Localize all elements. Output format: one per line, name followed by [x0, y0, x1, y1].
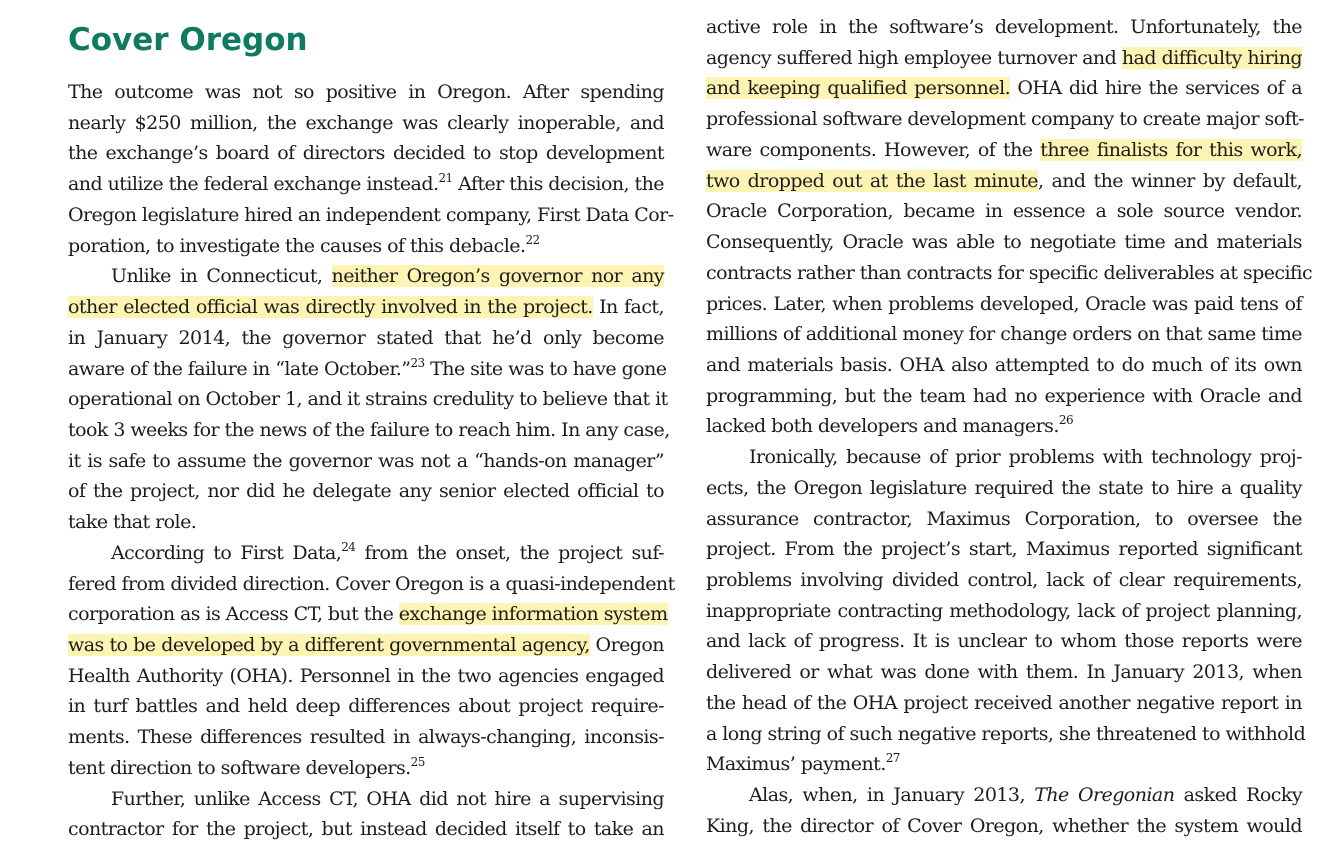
text-run: it is safe to assume the governor was not a “hands-on manager” — [68, 449, 664, 472]
text-run: from the onset, the project suf- — [355, 541, 665, 564]
text-line — [68, 354, 667, 385]
text-line — [68, 814, 664, 845]
text-run: asked Rocky — [1174, 784, 1302, 806]
highlighted-text: other elected official was directly involved in the project. — [68, 296, 593, 318]
text-line — [68, 261, 664, 292]
text-run: and materials basis. OHA also attempted to do much of its own — [706, 353, 1302, 376]
italic-title: The Oregonian — [1034, 784, 1175, 806]
text-line — [706, 719, 1306, 750]
text-line — [706, 227, 1302, 258]
text-run: take that role. — [68, 511, 197, 534]
text-line — [68, 108, 664, 139]
footnote-ref: 24 — [341, 539, 356, 554]
text-line — [68, 630, 664, 661]
text-run: Alas, when, in January 2013, — [749, 784, 1035, 806]
text-line — [68, 569, 675, 600]
text-line — [68, 507, 664, 538]
text-line — [706, 749, 1302, 780]
text-run: active role in the software’s development. Unfortunately, the — [706, 16, 1302, 38]
footnote-ref: 25 — [410, 754, 425, 769]
text-line — [68, 231, 664, 262]
text-line — [68, 446, 664, 477]
footnote-ref: 26 — [1058, 413, 1074, 428]
text-line — [706, 565, 1302, 596]
text-run: assurance contractor, Maximus Corporation, to oversee the — [706, 507, 1302, 530]
text-run: in turf battles and held deep differences about project require- — [68, 695, 664, 718]
text-run: inappropriate contracting methodology, lack of project planning, — [706, 599, 1302, 622]
text-line — [68, 415, 670, 446]
text-run: contracts rather than contracts for specific deliverables at specific — [706, 261, 1313, 284]
text-run: OHA did hire the services of a — [1010, 77, 1303, 100]
text-run: nearly $250 million, the exchange was clearly inoperable, and — [68, 111, 664, 134]
text-run: ware components. However, of the — [706, 138, 1041, 161]
text-run: ments. These differences resulted in always-changing, inconsis- — [68, 726, 664, 749]
text-line — [706, 657, 1302, 688]
text-run: delivered or what was done with them. In January 2013, when — [706, 661, 1302, 684]
text-line — [68, 691, 664, 722]
text-line — [706, 473, 1302, 504]
highlighted-text: exchange information system — [398, 603, 668, 626]
text-run: contractor for the project, but instead decided itself to take an — [68, 818, 664, 841]
text-run: took 3 weeks for the news of the failure to reach him. In any case, — [68, 418, 670, 441]
text-run: Oracle Corporation, became in essence a sole source vendor. — [706, 200, 1302, 223]
text-line — [68, 753, 664, 784]
highlighted-text: had difficulty hiring — [1121, 46, 1302, 69]
text-run: Oregon — [589, 634, 664, 656]
text-line — [706, 289, 1302, 320]
text-run: and utilize the federal exchange instead. — [68, 173, 439, 196]
text-line — [706, 504, 1302, 535]
footnote-ref: 22 — [525, 232, 540, 247]
text-run: a long string of such negative reports, she threatened to withhold — [706, 722, 1306, 745]
text-run: aware of the failure in “late October.” — [68, 357, 411, 380]
text-line — [68, 722, 664, 753]
text-line — [68, 77, 664, 108]
text-run: Maximus’ payment. — [706, 753, 886, 776]
text-line — [68, 599, 668, 630]
text-line — [706, 319, 1302, 350]
highlighted-text: was to be developed by a different governmental agency, — [68, 634, 590, 656]
text-line — [68, 784, 664, 815]
text-run: millions of additional money for change orders on that same time — [706, 323, 1302, 346]
highlighted-text: three finalists for this work, — [1040, 138, 1302, 161]
text-line — [706, 350, 1302, 381]
text-line — [68, 200, 674, 231]
highlighted-text: two dropped out at the last minute — [706, 169, 1038, 192]
text-line — [68, 538, 664, 569]
highlighted-text: neither Oregon’s governor nor any — [331, 265, 664, 288]
text-run: Unlike in Connecticut, — [111, 265, 332, 288]
text-run: of the project, nor did he delegate any senior elected official to — [68, 480, 664, 503]
text-run: , and the winner by default, — [1037, 169, 1302, 192]
text-run: operational on October 1, and it strains credulity to believe that it — [68, 388, 668, 411]
text-run: the exchange’s board of directors decided to stop development — [68, 142, 664, 165]
highlighted-text: and keeping qualified personnel. — [706, 77, 1011, 100]
footnote-ref: 21 — [438, 171, 453, 186]
text-run: problems involving divided control, lack of clear requirements, — [706, 569, 1302, 591]
text-run: prices. Later, when problems developed, Oracle was paid tens of — [706, 292, 1302, 315]
text-line — [68, 661, 664, 692]
text-line — [68, 384, 668, 415]
text-line — [706, 73, 1302, 104]
text-run: and lack of progress. It is unclear to whom those reports were — [706, 630, 1302, 653]
text-run: According to First Data, — [111, 541, 342, 564]
text-line — [706, 43, 1302, 74]
text-run: Oregon legislature hired an independent company, First Data Cor- — [68, 203, 674, 226]
text-line — [68, 323, 664, 354]
text-run: Consequently, Oracle was able to negotiate time and materials — [706, 231, 1302, 253]
text-line — [68, 169, 664, 200]
text-line — [706, 534, 1302, 565]
text-line — [706, 135, 1302, 166]
text-run: professional software development company to create major soft- — [706, 108, 1305, 131]
text-line — [706, 442, 1302, 473]
text-line — [706, 811, 1302, 842]
text-line — [706, 258, 1313, 289]
text-line — [706, 626, 1302, 657]
text-run: project. From the project’s start, Maximus reported significant — [706, 538, 1302, 561]
text-line — [706, 196, 1302, 227]
text-run: in January 2014, the governor stated that he’d only become — [68, 326, 664, 349]
text-line — [68, 138, 664, 169]
footnote-ref: 23 — [410, 355, 425, 370]
text-line — [706, 780, 1302, 811]
text-run: corporation as is Access CT, but the — [68, 603, 399, 626]
text-run: poration, to investigate the causes of this debacle. — [68, 234, 526, 257]
text-line — [706, 12, 1302, 43]
text-run: lacked both developers and managers. — [706, 415, 1059, 438]
text-run: In fact, — [592, 296, 664, 318]
footnote-ref: 27 — [885, 751, 900, 766]
text-line — [706, 688, 1302, 719]
text-run: agency suffered high employee turnover and — [706, 46, 1122, 69]
text-run: tent direction to software developers. — [68, 756, 411, 779]
text-line — [706, 596, 1302, 627]
text-run: Further, unlike Access CT, OHA did not hire a supervising — [111, 787, 664, 810]
text-run: Health Authority (OHA). Personnel in the two agencies engaged — [68, 664, 664, 687]
text-line — [706, 381, 1302, 412]
text-run: ects, the Oregon legislature required the state to hire a quality — [706, 476, 1302, 499]
text-run: Ironically, because of prior problems with technology proj- — [749, 446, 1302, 469]
text-run: the head of the OHA project received another negative report in — [706, 691, 1302, 714]
text-line — [706, 411, 1302, 442]
text-line — [68, 292, 664, 323]
text-run: The outcome was not so positive in Oregon. After spending — [68, 81, 664, 103]
text-line — [706, 104, 1305, 135]
text-line — [706, 166, 1302, 197]
text-run: After this decision, the — [452, 173, 664, 196]
text-run: fered from divided direction. Cover Oregon is a quasi-independent — [68, 572, 675, 595]
section-heading: Cover Oregon — [68, 22, 308, 58]
text-run: King, the director of Cover Oregon, whether the system would — [706, 814, 1302, 837]
text-run: The site was to have gone — [424, 357, 667, 380]
text-line — [68, 476, 664, 507]
text-run: programming, but the team had no experience with Oracle and — [706, 384, 1302, 407]
